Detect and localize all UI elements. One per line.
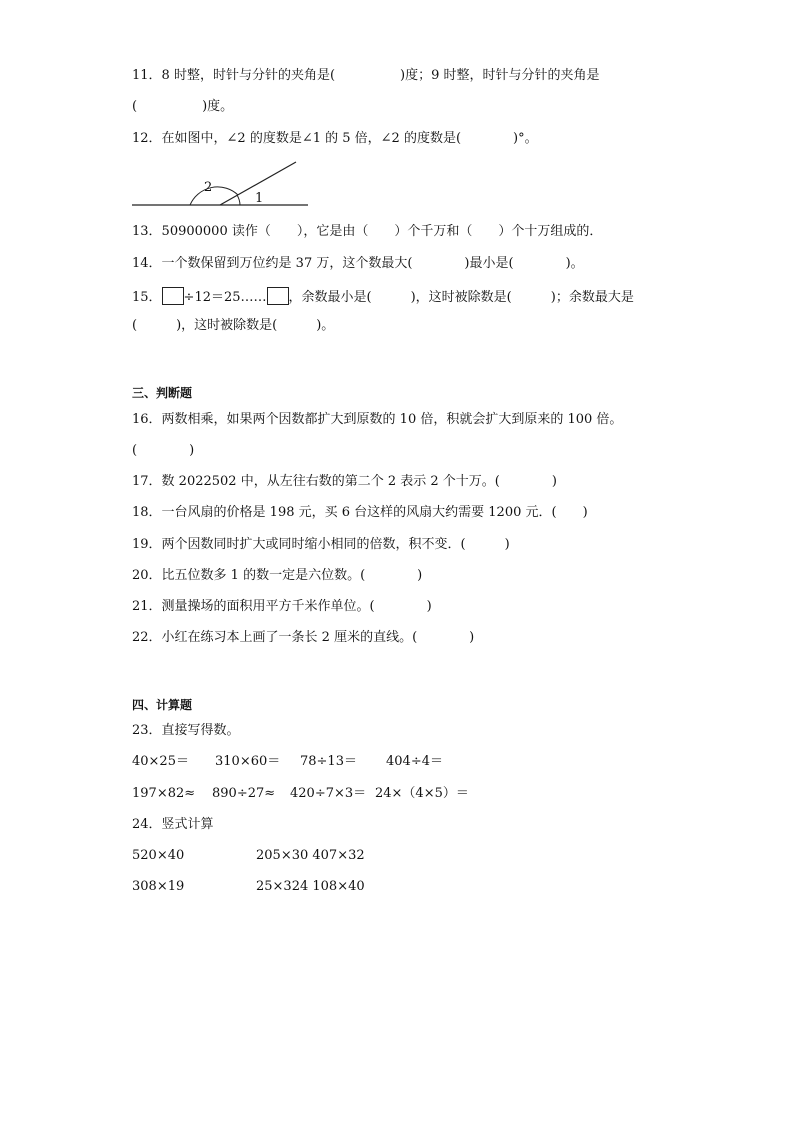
q15-line-2: ( )，这时被除数是( )。 <box>132 318 335 333</box>
q14-line: 14．一个数保留到万位约是 37 万，这个数最大( )最小是( )。 <box>132 256 584 271</box>
calc-item: 420÷7×3＝ <box>290 786 367 801</box>
q11-line-2: ( )度。 <box>132 99 234 114</box>
q12-line: 12．在如图中，∠2 的度数是∠1 的 5 倍，∠2 的度数是( )°。 <box>132 131 538 146</box>
angle-label-2: 2 <box>204 180 213 195</box>
q15-equation: ÷12＝25…… <box>183 290 267 305</box>
section-3-title: 三、判断题 <box>132 386 193 400</box>
q18-line: 18．一台风扇的价格是 198 元，买 6 台这样的风扇大约需要 1200 元．( ) <box>132 505 588 520</box>
calc-item: 25×324 108×40 <box>256 879 365 894</box>
calc-item: 890÷27≈ <box>212 786 276 801</box>
calc-item: 520×40 <box>132 848 185 863</box>
q13-line: 13．50900000 读作（ ），它是由（ ）个千万和（ ）个十万组成的． <box>132 224 603 239</box>
angle-1-arc <box>237 195 240 205</box>
q19-line: 19．两个因数同时扩大或同时缩小相同的倍数，积不变．( ) <box>132 537 510 552</box>
angle-figure <box>132 158 312 210</box>
calc-item: 310×60＝ <box>215 754 281 769</box>
q24-title: 24．竖式计算 <box>132 817 214 832</box>
calc-item: 308×19 <box>132 879 185 894</box>
dividend-box <box>162 287 184 305</box>
q21-line: 21．测量操场的面积用平方千米作单位。( ) <box>132 599 432 614</box>
q15-line-1 <box>132 287 634 306</box>
calc-item: 404÷4＝ <box>386 754 443 769</box>
q16-line-2: ( ) <box>132 443 195 458</box>
q16-line-1: 16．两数相乘，如果两个因数都扩大到原数的 10 倍，积就会扩大到原来的 100 倍。 <box>132 412 623 427</box>
q11-line-1: 11．8 时整，时针与分针的夹角是( )度；9 时整，时针与分针的夹角是 <box>132 68 600 83</box>
angle-label-1: 1 <box>255 191 264 206</box>
remainder-box <box>267 287 289 305</box>
q15-text: ，余数最小是( )，这时被除数是( )；余数最大是 <box>288 290 634 305</box>
calc-item: 205×30 407×32 <box>256 848 365 863</box>
q17-line: 17．数 2022502 中，从左往右数的第二个 2 表示 2 个十万。( ) <box>132 474 557 489</box>
calc-item: 78÷13＝ <box>300 754 357 769</box>
calc-item: 40×25＝ <box>132 754 189 769</box>
calc-item: 197×82≈ <box>132 786 196 801</box>
section-4-title: 四、计算题 <box>132 698 193 712</box>
calc-item: 24×（4×5）＝ <box>375 786 469 801</box>
q20-line: 20．比五位数多 1 的数一定是六位数。( ) <box>132 568 423 583</box>
q15-number: 15． <box>132 290 162 305</box>
angle-2-arc <box>190 187 238 205</box>
q22-line: 22．小红在练习本上画了一条长 2 厘米的直线。( ) <box>132 630 475 645</box>
q23-title: 23．直接写得数。 <box>132 723 240 738</box>
